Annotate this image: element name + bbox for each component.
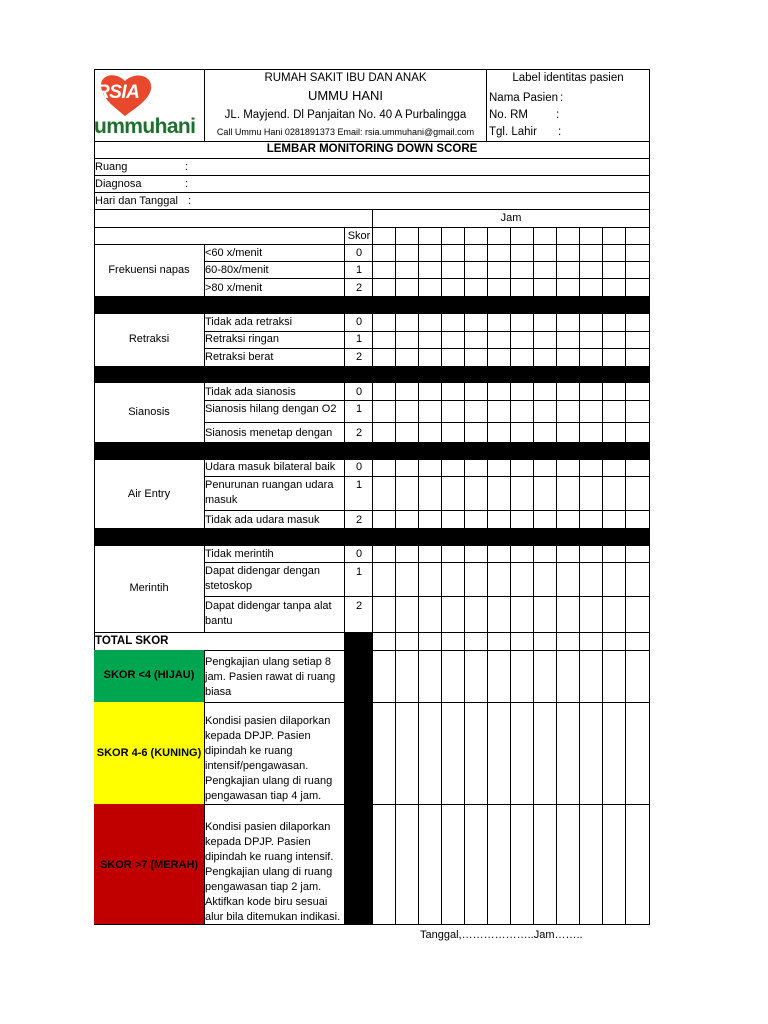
patient-label-title: Label identitas pasien (512, 72, 624, 84)
criterion-name: Sianosis (128, 406, 170, 418)
option-score: 0 (355, 461, 363, 473)
hospital-contact: Call Ummu Hani 0281891373 Email: rsia.ummuhani@gmail.com (216, 127, 475, 137)
option-score: 0 (355, 386, 363, 398)
category-label-yellow: SKOR 4-6 (KUNING) (96, 747, 202, 759)
option-score: 1 (355, 566, 363, 578)
option-score: 2 (355, 427, 363, 439)
option-text: Sianosis menetap dengan (205, 427, 333, 439)
field-separator: : (556, 109, 560, 121)
category-label-red: SKOR >7 (MERAH) (99, 859, 199, 871)
field-no-rm: No. RM (489, 109, 528, 121)
field-tgl-lahir: Tgl. Lahir (489, 126, 537, 138)
option-text: Retraksi ringan (205, 333, 279, 345)
option-text: 60-80x/menit (205, 264, 269, 276)
category-text-green: Pengkajian ulang setiap 8 jam. Pasien rawat di ruang biasa (205, 656, 336, 698)
jam-header: Jam (500, 212, 522, 224)
option-text: Sianosis hilang dengan O2 (205, 403, 337, 415)
total-skor-label: TOTAL SKOR (95, 635, 169, 647)
footer-date-time: Tanggal,………………..Jam…….. (420, 929, 583, 941)
field-separator: : (560, 92, 564, 104)
option-text: Dapat didengar tanpa alat bantu (205, 600, 332, 627)
category-text-yellow: Kondisi pasien dilaporkan kepada DPJP. Pasien dipindah ke ruang intensif/pengawasan. Pengkajian ulang di ruang pengawasan tiap 4 jam. (205, 715, 333, 802)
option-score: 2 (355, 282, 363, 294)
info-hari-tanggal-label: Hari dan Tanggal (95, 195, 178, 207)
criterion-name: Merintih (129, 582, 169, 594)
hospital-address: JL. Mayjend. Dl Panjaitan No. 40 A Purbalingga (224, 109, 467, 121)
hospital-type: RUMAH SAKIT IBU DAN ANAK (264, 72, 427, 84)
option-score: 2 (355, 351, 363, 363)
score-column-black (345, 632, 373, 925)
option-score: 1 (355, 403, 363, 415)
option-text: Dapat didengar dengan stetoskop (205, 565, 320, 592)
hospital-name: UMMU HANI (307, 88, 384, 103)
criterion-name: Retraksi (128, 333, 170, 345)
field-separator: : (558, 126, 562, 138)
option-text: Tidak ada udara masuk (205, 514, 320, 526)
option-text: Tidak ada retraksi (205, 316, 293, 328)
option-score: 1 (355, 479, 363, 491)
option-score: 1 (355, 333, 363, 345)
option-score: 0 (355, 316, 363, 328)
option-score: 2 (355, 600, 363, 612)
logo-brand-text: ummuhani (94, 115, 196, 138)
option-text: Tidak ada sianosis (205, 386, 296, 398)
option-text: Penurunan ruangan udara masuk (205, 479, 334, 506)
logo-rsia-text: RSIA (96, 82, 140, 103)
info-diagnosa-label: Diagnosa (95, 178, 142, 190)
criterion-name: Air Entry (127, 488, 171, 500)
info-ruang-label: Ruang (95, 161, 128, 173)
criterion-name: Frekuensi napas (108, 264, 190, 276)
option-score: 1 (355, 264, 363, 276)
option-text: Retraksi berat (205, 351, 274, 363)
option-text: Tidak merintih (205, 548, 274, 560)
option-text: >80 x/menit (205, 282, 263, 294)
option-text: Udara masuk bilateral baik (205, 461, 336, 473)
category-label-green: SKOR <4 (HIJAU) (103, 669, 195, 681)
option-score: 0 (355, 548, 363, 560)
skor-header: Skor (347, 230, 371, 242)
category-text-red: Kondisi pasien dilaporkan kepada DPJP. Pasien dipindah ke ruang intensif. Pengkajian ulang di ruang pengawasan tiap 2 jam. Aktifkan kode biru sesuai alur bila ditemukan indikasi. (205, 821, 341, 923)
form-title: LEMBAR MONITORING DOWN SCORE (266, 143, 478, 155)
option-score: 2 (355, 514, 363, 526)
info-separator: : (185, 178, 189, 190)
info-separator: : (188, 195, 192, 207)
option-text: <60 x/menit (205, 247, 263, 259)
info-separator: : (185, 161, 189, 173)
field-nama-pasien: Nama Pasien (489, 92, 559, 104)
option-score: 0 (355, 247, 363, 259)
